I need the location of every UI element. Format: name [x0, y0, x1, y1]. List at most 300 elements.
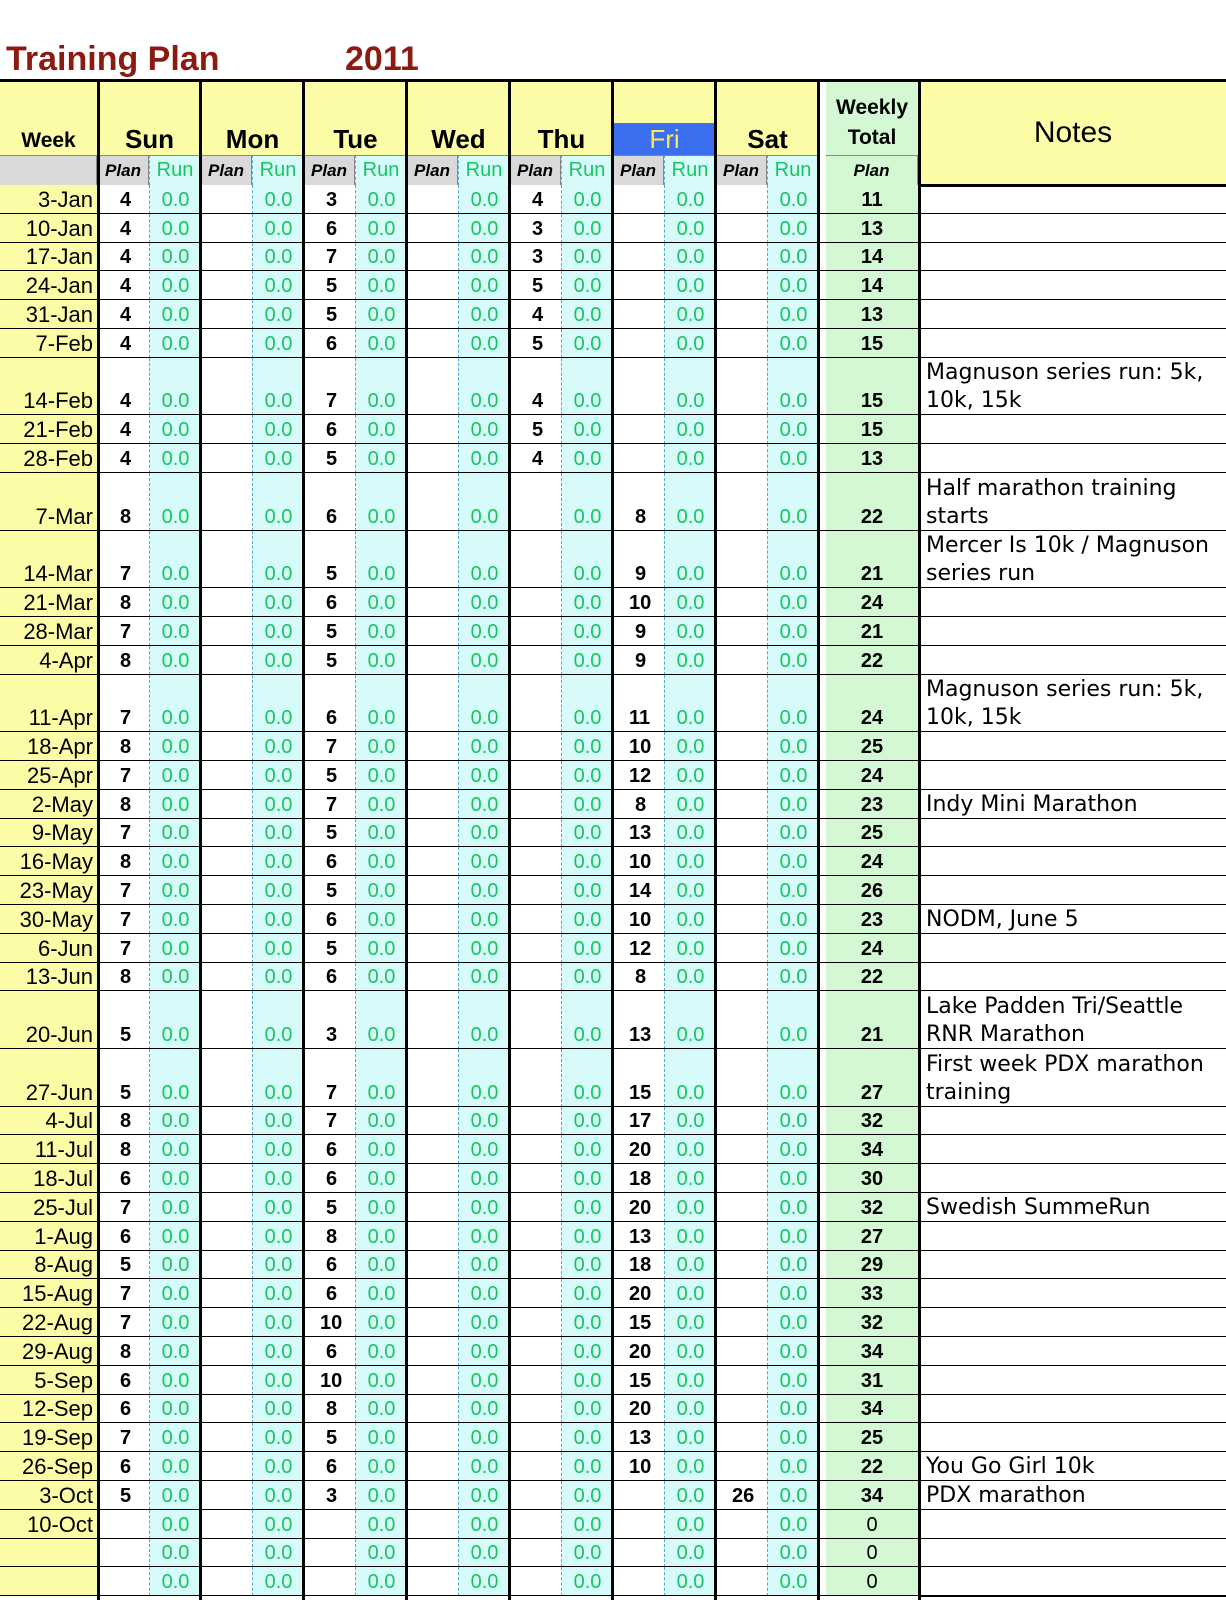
plan-value: 7 — [326, 735, 338, 758]
run-value: 0.0 — [161, 793, 190, 816]
run-cell — [458, 329, 510, 358]
plan-value: 6 — [120, 1455, 132, 1478]
plan-cell — [613, 531, 664, 589]
plan-cell — [613, 1279, 664, 1308]
plan-value: 4 — [120, 275, 132, 298]
run-cell — [252, 1164, 304, 1193]
run-cell — [149, 819, 201, 848]
run-cell — [664, 876, 716, 905]
plan-cell — [304, 358, 355, 416]
run-value: 0.0 — [573, 505, 602, 528]
week-cell — [0, 1481, 97, 1510]
plan-subheader: Plan — [407, 155, 458, 185]
week-label: 21-Mar — [23, 589, 93, 615]
run-value: 0.0 — [264, 1081, 293, 1104]
run-value: 0.0 — [573, 649, 602, 672]
plan-value: 6 — [326, 1340, 338, 1363]
run-cell — [458, 963, 510, 992]
run-cell — [664, 991, 716, 1049]
run-value: 0.0 — [264, 1254, 293, 1277]
run-cell — [561, 732, 613, 761]
plan-cell — [98, 444, 149, 473]
week-cell — [0, 991, 97, 1049]
weekly-total-value: 23 — [860, 908, 884, 931]
plan-cell — [201, 963, 252, 992]
plan-cell — [716, 963, 767, 992]
note-cell — [920, 415, 1226, 444]
plan-value: 5 — [326, 620, 338, 643]
run-value: 0.0 — [161, 1484, 190, 1507]
run-value: 0.0 — [470, 620, 499, 643]
run-cell — [767, 1510, 819, 1539]
note-text: Indy Mini Marathon — [926, 791, 1138, 817]
weekly-total-value: 22 — [860, 1455, 884, 1478]
weekly-total-cell — [826, 1452, 918, 1481]
column-divider — [714, 81, 717, 1600]
run-cell — [355, 444, 407, 473]
run-value: 0.0 — [573, 735, 602, 758]
plan-cell — [304, 531, 355, 589]
run-value: 0.0 — [470, 563, 499, 586]
run-cell — [458, 732, 510, 761]
note-cell — [920, 991, 1226, 1049]
run-cell — [664, 358, 716, 416]
run-cell — [252, 1481, 304, 1510]
run-value: 0.0 — [779, 1427, 808, 1450]
week-cell — [0, 1308, 97, 1337]
note-cell — [920, 1452, 1226, 1481]
run-value: 0.0 — [264, 937, 293, 960]
week-cell — [0, 185, 97, 214]
plan-cell — [98, 243, 149, 272]
weekly-total-cell — [826, 300, 918, 329]
plan-cell — [201, 1279, 252, 1308]
plan-value: 6 — [326, 419, 338, 442]
plan-cell — [98, 646, 149, 675]
weekly-total-value: 24 — [860, 851, 884, 874]
run-value: 0.0 — [779, 937, 808, 960]
run-value: 0.0 — [264, 1571, 293, 1594]
plan-cell — [407, 531, 458, 589]
plan-cell — [407, 358, 458, 416]
run-cell — [355, 415, 407, 444]
weekly-total-cell — [826, 732, 918, 761]
run-cell — [355, 905, 407, 934]
run-cell — [561, 1107, 613, 1136]
run-cell — [252, 1222, 304, 1251]
plan-value: 8 — [120, 851, 132, 874]
week-cell — [0, 876, 97, 905]
plan-value: 7 — [120, 937, 132, 960]
run-value: 0.0 — [367, 303, 396, 326]
weekly-total-value: 25 — [860, 822, 884, 845]
run-value: 0.0 — [264, 908, 293, 931]
run-cell — [458, 415, 510, 444]
plan-cell — [510, 1510, 561, 1539]
weekly-total-cell — [826, 675, 918, 733]
run-value: 0.0 — [264, 303, 293, 326]
run-value: 0.0 — [161, 1110, 190, 1133]
plan-value: 10 — [320, 1311, 343, 1334]
run-value: 0.0 — [573, 303, 602, 326]
run-cell — [767, 1251, 819, 1280]
run-cell — [252, 1337, 304, 1366]
plan-cell — [510, 1164, 561, 1193]
week-label: 28-Mar — [23, 618, 93, 644]
run-value: 0.0 — [573, 419, 602, 442]
run-value: 0.0 — [367, 419, 396, 442]
run-cell — [149, 1337, 201, 1366]
run-cell — [149, 1251, 201, 1280]
run-cell — [767, 847, 819, 876]
run-cell — [561, 646, 613, 675]
note-cell — [920, 300, 1226, 329]
run-cell — [458, 1308, 510, 1337]
plan-cell — [98, 1481, 149, 1510]
plan-cell — [613, 1395, 664, 1424]
run-cell — [561, 1251, 613, 1280]
run-value: 0.0 — [470, 1196, 499, 1219]
plan-value: 8 — [635, 966, 647, 989]
run-cell — [561, 271, 613, 300]
week-cell — [0, 761, 97, 790]
plan-value: 4 — [532, 188, 544, 211]
run-value: 0.0 — [573, 793, 602, 816]
run-value: 0.0 — [676, 419, 705, 442]
plan-cell — [716, 1510, 767, 1539]
plan-cell — [98, 1049, 149, 1107]
plan-cell — [304, 732, 355, 761]
plan-cell — [201, 1337, 252, 1366]
run-cell — [664, 761, 716, 790]
plan-cell — [98, 847, 149, 876]
note-cell — [920, 617, 1226, 646]
run-value: 0.0 — [676, 1167, 705, 1190]
plan-cell — [201, 214, 252, 243]
plan-value: 7 — [120, 1427, 132, 1450]
run-cell — [355, 1308, 407, 1337]
weekly-total-cell — [826, 617, 918, 646]
run-value: 0.0 — [676, 390, 705, 413]
run-value: 0.0 — [676, 879, 705, 902]
run-value: 0.0 — [367, 879, 396, 902]
week-label: 17-Jan — [25, 244, 93, 270]
week-label: 5-Sep — [34, 1367, 93, 1393]
run-value: 0.0 — [367, 707, 396, 730]
run-cell — [149, 1366, 201, 1395]
plan-cell — [613, 358, 664, 416]
week-cell — [0, 1164, 97, 1193]
plan-value: 8 — [326, 1225, 338, 1248]
plan-cell — [716, 732, 767, 761]
run-cell — [355, 1279, 407, 1308]
run-cell — [149, 732, 201, 761]
run-value: 0.0 — [676, 707, 705, 730]
run-value: 0.0 — [264, 505, 293, 528]
run-cell — [458, 1452, 510, 1481]
plan-cell — [304, 185, 355, 214]
run-value: 0.0 — [779, 1340, 808, 1363]
run-cell — [767, 646, 819, 675]
run-cell — [355, 271, 407, 300]
run-cell — [149, 934, 201, 963]
plan-value: 15 — [629, 1081, 652, 1104]
run-cell — [767, 1567, 819, 1596]
plan-cell — [304, 1222, 355, 1251]
run-cell — [355, 1452, 407, 1481]
column-divider — [508, 81, 511, 1600]
plan-cell — [201, 934, 252, 963]
plan-value: 5 — [326, 447, 338, 470]
weekly-total-cell — [826, 963, 918, 992]
plan-cell — [716, 415, 767, 444]
plan-cell — [613, 271, 664, 300]
plan-value: 7 — [326, 1110, 338, 1133]
plan-cell — [98, 963, 149, 992]
plan-value: 5 — [120, 1484, 132, 1507]
run-cell — [664, 819, 716, 848]
note-text: PDX marathon — [926, 1482, 1086, 1508]
run-value: 0.0 — [779, 1110, 808, 1133]
plan-cell — [613, 1251, 664, 1280]
plan-cell — [510, 473, 561, 531]
plan-cell — [201, 876, 252, 905]
run-value: 0.0 — [264, 1196, 293, 1219]
weekly-total-value: 14 — [860, 275, 884, 298]
weekly-total-value: 33 — [860, 1283, 884, 1306]
run-cell — [458, 790, 510, 819]
week-label: 14-Mar — [23, 561, 93, 587]
plan-value: 6 — [326, 851, 338, 874]
plan-cell — [613, 214, 664, 243]
plan-cell — [201, 905, 252, 934]
run-value: 0.0 — [264, 764, 293, 787]
plan-cell — [510, 617, 561, 646]
run-value: 0.0 — [779, 908, 808, 931]
plan-cell — [98, 1452, 149, 1481]
run-cell — [355, 243, 407, 272]
plan-value: 13 — [629, 1225, 652, 1248]
weekly-total-value: 34 — [860, 1398, 884, 1421]
run-cell — [252, 1193, 304, 1222]
run-value: 0.0 — [161, 764, 190, 787]
plan-cell — [201, 415, 252, 444]
plan-cell — [304, 1251, 355, 1280]
run-cell — [767, 415, 819, 444]
run-cell — [458, 761, 510, 790]
plan-value: 4 — [532, 303, 544, 326]
run-value: 0.0 — [367, 1484, 396, 1507]
plan-value: 26 — [732, 1484, 755, 1507]
plan-cell — [716, 1135, 767, 1164]
plan-cell — [510, 1481, 561, 1510]
plan-cell — [201, 271, 252, 300]
run-value: 0.0 — [161, 649, 190, 672]
run-subheader: Run — [149, 155, 201, 185]
plan-cell — [613, 732, 664, 761]
column-divider — [97, 81, 100, 1600]
run-cell — [561, 1481, 613, 1510]
plan-subheader: Plan — [98, 155, 149, 185]
plan-cell — [98, 1135, 149, 1164]
plan-value: 7 — [120, 908, 132, 931]
week-label: 9-May — [31, 820, 93, 846]
run-cell — [664, 1366, 716, 1395]
run-value: 0.0 — [470, 188, 499, 211]
column-divider — [199, 81, 202, 1600]
note-cell — [920, 214, 1226, 243]
run-value: 0.0 — [367, 246, 396, 269]
plan-value: 5 — [326, 649, 338, 672]
run-cell — [252, 819, 304, 848]
plan-cell — [716, 1222, 767, 1251]
run-value: 0.0 — [367, 1311, 396, 1334]
run-value: 0.0 — [161, 303, 190, 326]
run-value: 0.0 — [470, 937, 499, 960]
week-label: 23-May — [19, 877, 93, 903]
run-value: 0.0 — [573, 764, 602, 787]
run-value: 0.0 — [161, 275, 190, 298]
run-value: 0.0 — [161, 1139, 190, 1162]
run-value: 0.0 — [470, 1427, 499, 1450]
plan-cell — [407, 1510, 458, 1539]
run-value: 0.0 — [470, 1110, 499, 1133]
run-value: 0.0 — [779, 764, 808, 787]
run-cell — [355, 1423, 407, 1452]
week-label: 4-Apr — [39, 647, 93, 673]
run-value: 0.0 — [676, 1023, 705, 1046]
run-cell — [767, 1366, 819, 1395]
plan-cell — [407, 1567, 458, 1596]
weekly-total-value: 24 — [860, 764, 884, 787]
column-divider — [405, 81, 408, 1600]
run-value: 0.0 — [573, 1340, 602, 1363]
run-value: 0.0 — [470, 649, 499, 672]
plan-value: 6 — [120, 1369, 132, 1392]
run-value: 0.0 — [676, 217, 705, 240]
week-header-label: Week — [21, 129, 76, 152]
run-value: 0.0 — [367, 1023, 396, 1046]
week-cell — [0, 819, 97, 848]
run-value: 0.0 — [779, 246, 808, 269]
run-value: 0.0 — [779, 447, 808, 470]
plan-cell — [407, 991, 458, 1049]
note-text: Lake Padden Tri/Seattle RNR Marathon — [926, 993, 1184, 1047]
week-cell — [0, 1251, 97, 1280]
run-value: 0.0 — [367, 505, 396, 528]
note-cell — [920, 876, 1226, 905]
run-value: 0.0 — [470, 1023, 499, 1046]
plan-cell — [201, 1308, 252, 1337]
plan-cell — [716, 790, 767, 819]
run-value: 0.0 — [573, 1110, 602, 1133]
plan-cell — [98, 271, 149, 300]
plan-cell — [98, 876, 149, 905]
plan-value: 6 — [326, 1283, 338, 1306]
run-value: 0.0 — [676, 735, 705, 758]
weekly-total-value: 14 — [860, 246, 884, 269]
weekly-total-value: 0 — [866, 1542, 878, 1565]
plan-cell — [201, 358, 252, 416]
run-cell — [458, 1567, 510, 1596]
weekly-total-cell — [826, 1049, 918, 1107]
note-text: Swedish SummeRun — [926, 1194, 1151, 1220]
run-value: 0.0 — [470, 707, 499, 730]
note-cell — [920, 905, 1226, 934]
note-text: NODM, June 5 — [926, 906, 1079, 932]
run-value: 0.0 — [264, 1398, 293, 1421]
plan-cell — [304, 1423, 355, 1452]
run-cell — [561, 358, 613, 416]
weekly-total-cell — [826, 444, 918, 473]
run-value: 0.0 — [367, 188, 396, 211]
note-cell — [920, 1308, 1226, 1337]
run-cell — [355, 1135, 407, 1164]
run-cell — [149, 1222, 201, 1251]
plan-cell — [716, 1366, 767, 1395]
run-value: 0.0 — [470, 217, 499, 240]
run-cell — [767, 444, 819, 473]
plan-cell — [201, 1395, 252, 1424]
weekly-total-cell — [826, 1164, 918, 1193]
run-value: 0.0 — [676, 1081, 705, 1104]
plan-cell — [613, 444, 664, 473]
run-cell — [458, 905, 510, 934]
run-value: 0.0 — [573, 1427, 602, 1450]
run-cell — [561, 1135, 613, 1164]
plan-value: 8 — [120, 1340, 132, 1363]
run-value: 0.0 — [470, 1455, 499, 1478]
plan-cell — [716, 473, 767, 531]
plan-cell — [716, 646, 767, 675]
plan-cell — [98, 934, 149, 963]
run-cell — [355, 1510, 407, 1539]
plan-value: 7 — [326, 390, 338, 413]
week-cell — [0, 588, 97, 617]
plan-cell — [613, 847, 664, 876]
note-cell — [920, 963, 1226, 992]
plan-cell — [304, 1135, 355, 1164]
run-value: 0.0 — [367, 649, 396, 672]
day-header-label: Sat — [747, 124, 788, 154]
run-cell — [767, 214, 819, 243]
plan-cell — [201, 1423, 252, 1452]
plan-cell — [98, 1251, 149, 1280]
plan-cell — [98, 329, 149, 358]
note-cell — [920, 271, 1226, 300]
run-value: 0.0 — [573, 1139, 602, 1162]
run-cell — [149, 271, 201, 300]
plan-cell — [98, 1539, 149, 1568]
column-divider — [611, 81, 614, 1600]
note-cell — [920, 1337, 1226, 1366]
plan-cell — [98, 415, 149, 444]
plan-value: 5 — [326, 879, 338, 902]
plan-value: 8 — [120, 649, 132, 672]
run-value: 0.0 — [470, 1225, 499, 1248]
plan-cell — [407, 473, 458, 531]
run-subheader: Run — [252, 155, 304, 185]
run-cell — [458, 876, 510, 905]
weekly-total-cell — [826, 271, 918, 300]
run-value: 0.0 — [676, 1484, 705, 1507]
week-cell — [0, 1049, 97, 1107]
run-cell — [561, 415, 613, 444]
week-cell — [0, 329, 97, 358]
plan-value: 5 — [326, 937, 338, 960]
run-cell — [561, 1567, 613, 1596]
run-value: 0.0 — [779, 188, 808, 211]
